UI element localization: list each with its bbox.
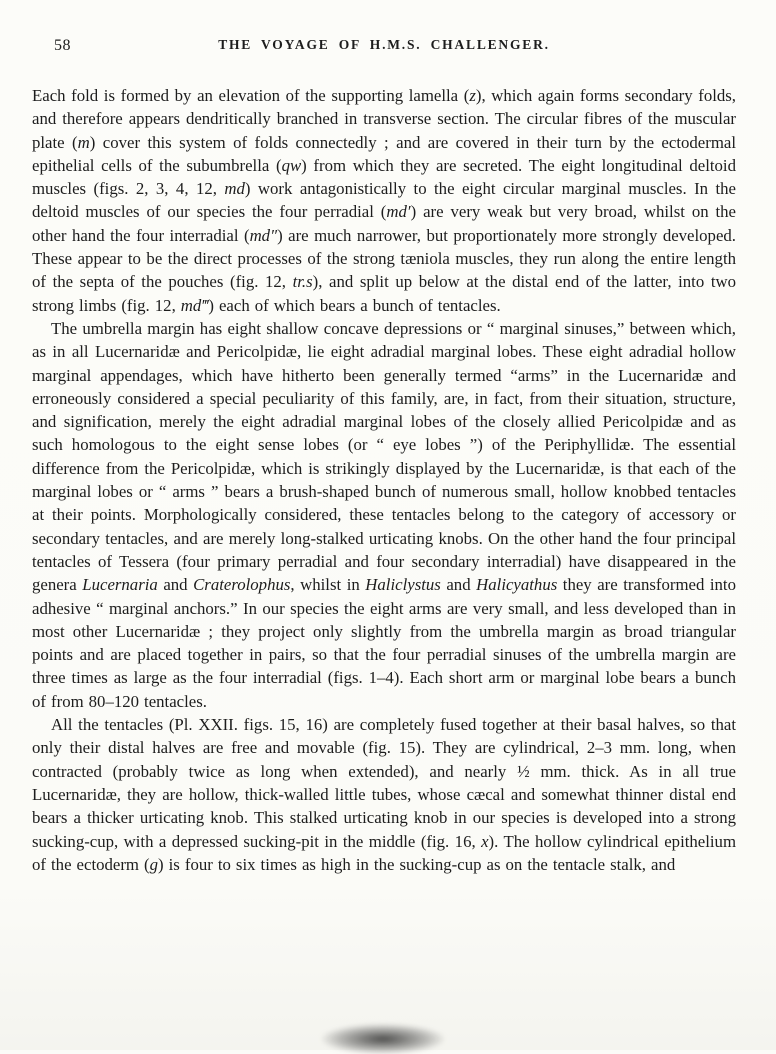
page-body xyxy=(32,84,736,876)
running-title: THE VOYAGE OF H.M.S. CHALLENGER. xyxy=(218,37,550,52)
page-header xyxy=(32,36,736,58)
paragraph: The umbrella margin has eight shallow concave depressions or “ marginal sinuses,” between which, as in all Lucernaridæ and Pericolpidæ, lie eight adradial marginal lobes. These eight adradial hollow marginal appendages, which have hitherto been generally termed “arms” in the Lucernaridæ and erroneously considered a special peculiarity of this family, are, in fact, from their situation, structure, and signification, merely the eight adradial marginal lobes of the closely allied Pericolpidæ and as such homologous to the eight sense lobes (or “ eye lobes ”) of the Periphyllidæ. The essential difference from the Pericolpidæ, which is strikingly displayed by the Lucernaridæ, is that each of the marginal lobes or “ arms ” bears a brush-shaped bunch of numerous small, hollow knobbed tentacles at their points. Morphologically considered, these tentacles belong to the category of accessory or secondary tentacles, and are merely long-stalked urticating knobs. On the other hand the four principal tentacles of Tessera (four primary perradial and four secondary interradial) have disappeared in the genera Lucernaria and Craterolophus, whilst in Haliclystus and Halicyathus they are transformed into adhesive “ marginal anchors.” In our species the eight arms are very small, and less developed than in most other Lucernaridæ ; they project only slightly from the umbrella margin as broad triangular points and are placed together in pairs, so that the four perradial sinuses of the umbrella margin are three times as large as the four interradial (figs. 1–4). Each short arm or marginal lobe bears a bunch of from 80–120 tentacles. xyxy=(32,318,736,711)
paragraph: Each fold is formed by an elevation of the supporting lamella (z), which again forms secondary folds, and therefore appears dendritically branched in transverse section. The circular fibres of the muscular plate (m) cover this system of folds connectedly ; and are covered in their turn by the ectodermal epithelial cells of the subumbrella (qw) from which they are secreted. The eight longitudinal deltoid muscles (figs. 2, 3, 4, 12, md) work antagonistically to the eight circular marginal muscles. In the deltoid muscles of our species the four perradial (md′) are very weak but very broad, whilst on the other hand the four interradial (md″) are much narrower, but proportionately more strongly developed. These appear to be the direct processes of the strong tæniola muscles, they run along the entire length of the septa of the pouches (fig. 12, tr.s), and split up below at the distal end of the latter, into two strong limbs (fig. 12, md‴) each of which bears a bunch of tentacles. xyxy=(32,86,737,315)
page-number: 58 xyxy=(54,37,71,54)
paragraph: All the tentacles (Pl. XXII. figs. 15, 16) are completely fused together at their basal halves, so that only their distal halves are free and movable (fig. 15). They are cylindrical, 2–3 mm. long, when contracted (probably twice as long when extended), and nearly ½ mm. thick. As in all true Lucernaridæ, they are hollow, thick-walled little tubes, whose cæcal and somewhat thinner distal end bears a thicker urticating knob. This stalked urticating knob in our species is developed into a strong sucking-cup, with a depressed sucking-pit in the middle (fig. 16, x). The hollow cylindrical epithelium of the ectoderm (g) is four to six times as high in the sucking-cup as on the tentacle stalk, and xyxy=(32,715,736,874)
